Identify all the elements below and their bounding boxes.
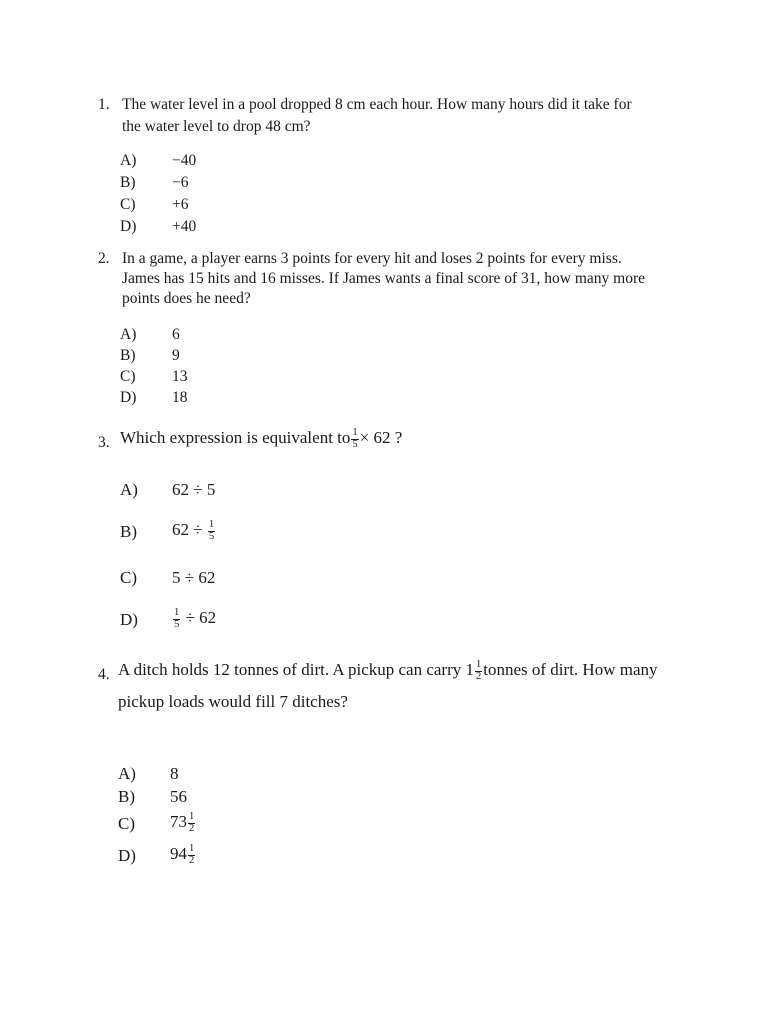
question-stem	[120, 428, 402, 450]
option-value	[172, 608, 216, 630]
fraction	[475, 660, 482, 682]
option-label: B)	[118, 787, 135, 806]
fraction	[173, 608, 180, 630]
option-label: C)	[120, 368, 136, 385]
option-value: −6	[172, 174, 189, 191]
option-label: B)	[120, 174, 136, 191]
option-label: D)	[120, 389, 137, 406]
question-1	[98, 96, 698, 236]
question-number: 2.	[98, 250, 110, 267]
stem-text: A ditch holds 12 tonnes of dirt. A pickup can carry 1	[118, 660, 474, 679]
question-4	[98, 660, 698, 880]
option-label: B)	[120, 522, 137, 541]
question-text-line: pickup loads would fill 7 ditches?	[118, 692, 348, 711]
question-text-line: James has 15 hits and 16 misses. If James wants a final score of 31, how many more	[122, 270, 646, 287]
fraction-numerator: 1	[208, 519, 215, 531]
option-value	[170, 844, 196, 866]
fraction-denominator: 2	[476, 670, 482, 682]
option-value	[170, 812, 196, 834]
question-number: 3.	[98, 434, 110, 451]
option-value: 8	[170, 764, 179, 783]
question-text-line: In a game, a player earns 3 points for every hit and loses 2 points for every miss.	[122, 250, 622, 267]
fraction-denominator: 2	[189, 854, 195, 866]
fraction-denominator: 5	[174, 618, 180, 630]
option-text: 62 ÷	[172, 520, 203, 539]
fraction	[351, 428, 358, 450]
option-value: 5 ÷ 62	[172, 568, 216, 587]
question-text-line: The water level in a pool dropped 8 cm each hour. How many hours did it take for	[122, 96, 632, 113]
fraction-denominator: 5	[208, 530, 215, 542]
fraction-numerator: 1	[189, 811, 195, 823]
question-text-line	[118, 660, 658, 682]
option-value: 18	[172, 389, 188, 406]
mixed-number-whole: 73	[170, 812, 187, 831]
fraction-numerator: 1	[352, 427, 358, 439]
question-3	[98, 428, 698, 638]
question-number: 1.	[98, 96, 110, 113]
option-label: A)	[120, 480, 138, 499]
option-label: D)	[120, 610, 138, 629]
option-label: A)	[120, 152, 137, 169]
fraction	[188, 812, 195, 834]
option-value: 6	[172, 326, 180, 343]
mixed-number-whole: 94	[170, 844, 187, 863]
option-value: +6	[172, 196, 189, 213]
question-number: 4.	[98, 666, 110, 683]
fraction	[208, 520, 215, 542]
option-value	[172, 520, 216, 542]
question-text-line: the water level to drop 48 cm?	[122, 118, 311, 135]
option-text: ÷ 62	[185, 608, 217, 627]
fraction-numerator: 1	[174, 607, 180, 619]
option-value: 56	[170, 787, 187, 806]
option-label: C)	[120, 568, 137, 587]
option-value: 62 ÷ 5	[172, 480, 216, 499]
fraction-numerator: 1	[189, 843, 195, 855]
option-value: −40	[172, 152, 197, 169]
question-2	[98, 250, 698, 410]
stem-text: tonnes of dirt. How many	[483, 660, 658, 679]
option-label: B)	[120, 347, 136, 364]
fraction	[188, 844, 195, 866]
option-label: A)	[118, 764, 136, 783]
option-label: D)	[118, 846, 136, 865]
option-label: A)	[120, 326, 137, 343]
fraction-numerator: 1	[476, 659, 482, 671]
fraction-denominator: 2	[189, 822, 195, 834]
fraction-denominator: 5	[352, 438, 358, 450]
option-value: 13	[172, 368, 188, 385]
option-label: C)	[120, 196, 136, 213]
option-label: C)	[118, 814, 135, 833]
stem-text: × 62 ?	[359, 428, 403, 447]
option-value: 9	[172, 347, 180, 364]
stem-text: Which expression is equivalent to	[120, 428, 351, 447]
option-label: D)	[120, 218, 137, 235]
question-text-line: points does he need?	[122, 290, 251, 307]
option-value: +40	[172, 218, 197, 235]
